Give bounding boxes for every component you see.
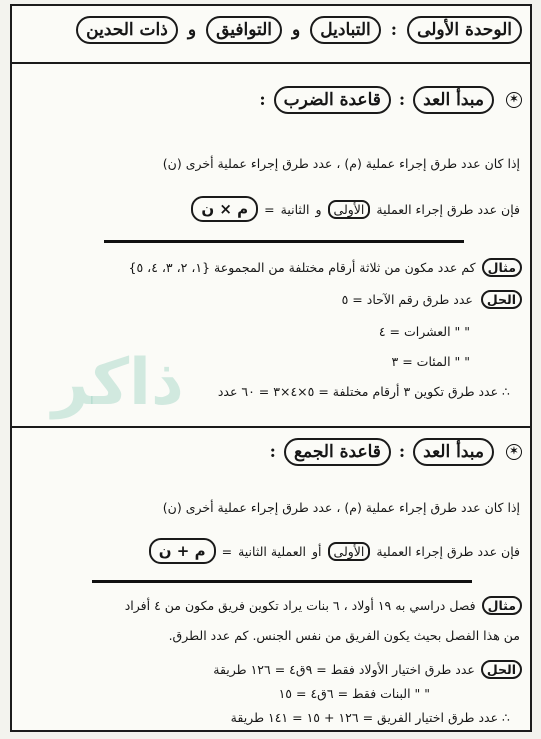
section2-header (270, 438, 522, 466)
counting-principle-box: مبدأ العد (413, 86, 494, 114)
star-bullet-icon: ✶ (506, 92, 522, 108)
rule1-prefix: فإن عدد طرق إجراء العملية (376, 201, 520, 217)
example2-step2: " " البنات فقط = ٦ق٤ = ١٥ (278, 686, 430, 701)
addition-rule-box: قاعدة الجمع (284, 438, 391, 466)
example2-tag: مثال (482, 596, 522, 615)
multiplication-rule-box: قاعدة الضرب (274, 86, 391, 114)
rule1-second: الثانية (280, 201, 310, 217)
example1-step2: " " العشرات = ٤ (378, 324, 470, 339)
rule2-second: العملية الثانية (238, 543, 307, 559)
rule2-prefix: فإن عدد طرق إجراء العملية (376, 543, 520, 559)
rule2-equals: = (221, 543, 233, 559)
rule2-underline (92, 580, 472, 583)
rule1-equals: = (264, 201, 275, 217)
example1-solution-tag: الحل (481, 290, 522, 309)
example2-solution-line (213, 660, 522, 679)
topic-combinations: التوافيق (206, 16, 282, 44)
rule2-connector: أو (312, 543, 322, 559)
example2-question2: من هذا الفصل بحيث يكون الفريق من نفس الجنس. كم عدد الطرق. (168, 628, 520, 643)
example1-tag: مثال (482, 258, 522, 277)
topic-permutations: التباديل (310, 16, 381, 44)
example2-result: ∴ عدد طرق اختيار الفريق = ١٢٦ + ١٥ = ١٤١ طريقة (230, 710, 510, 725)
example2-question-line (125, 596, 522, 615)
section2-colon: : (398, 442, 406, 462)
unit-title-box: الوحدة الأولى (407, 16, 522, 44)
topic-separator-2: و (187, 20, 197, 40)
notebook-page (10, 4, 532, 732)
watermark-logo: ذاكر (52, 346, 184, 420)
rule2-formula-box: م + ن (149, 538, 216, 564)
unit-header (76, 16, 522, 44)
rule2-first-box: الأولى (328, 542, 371, 561)
example1-result: ∴ عدد طرق تكوين ٣ أرقام مختلفة = ٥×٤×٣ = ٦٠ عدد (217, 384, 510, 399)
example2-step1: عدد طرق اختيار الأولاد فقط = ٩ق٤ = ١٢٦ طريقة (213, 662, 475, 677)
rule1-formula-box: م × ن (191, 196, 258, 222)
topic-binomial: ذات الحدين (76, 16, 178, 44)
divider-middle (12, 426, 530, 428)
example2-question1: فصل دراسي به ١٩ أولاد ، ٦ بنات يراد تكوين فريق مكون من ٤ أفراد (124, 598, 476, 613)
rule2-line2 (149, 538, 520, 564)
example1-solution-line (342, 290, 522, 309)
section1-colon2: : (259, 90, 266, 110)
topic-separator: و (292, 20, 301, 40)
example1-question-line (129, 258, 523, 277)
section1-colon: : (398, 90, 406, 110)
section1-header (259, 86, 522, 114)
divider-top (12, 62, 530, 64)
section2-colon2: : (269, 442, 276, 462)
rule2-line1: إذا كان عدد طرق إجراء عملية (م) ، عدد طرق إجراء عملية أخرى (ن) (162, 500, 520, 515)
rule1-underline (104, 240, 464, 243)
unit-colon: : (390, 20, 398, 40)
rule1-line1: إذا كان عدد طرق إجراء عملية (م) ، عدد طرق إجراء عملية أخرى (ن) (162, 156, 520, 171)
example1-question: كم عدد مكون من ثلاثة أرقام مختلفة من المجموعة {١، ٢، ٣، ٤، ٥} (128, 260, 476, 275)
rule1-connector: و (315, 201, 322, 217)
rule1-line2 (191, 196, 520, 222)
example2-solution-tag: الحل (481, 660, 522, 679)
rule1-first-box: الأولى (328, 200, 371, 219)
star-bullet-icon-2: ✶ (506, 444, 522, 460)
example1-step1: عدد طرق رقم الآحاد = ٥ (341, 292, 473, 307)
counting-principle-box-2: مبدأ العد (413, 438, 494, 466)
example1-step3: " " المئات = ٣ (391, 354, 470, 369)
